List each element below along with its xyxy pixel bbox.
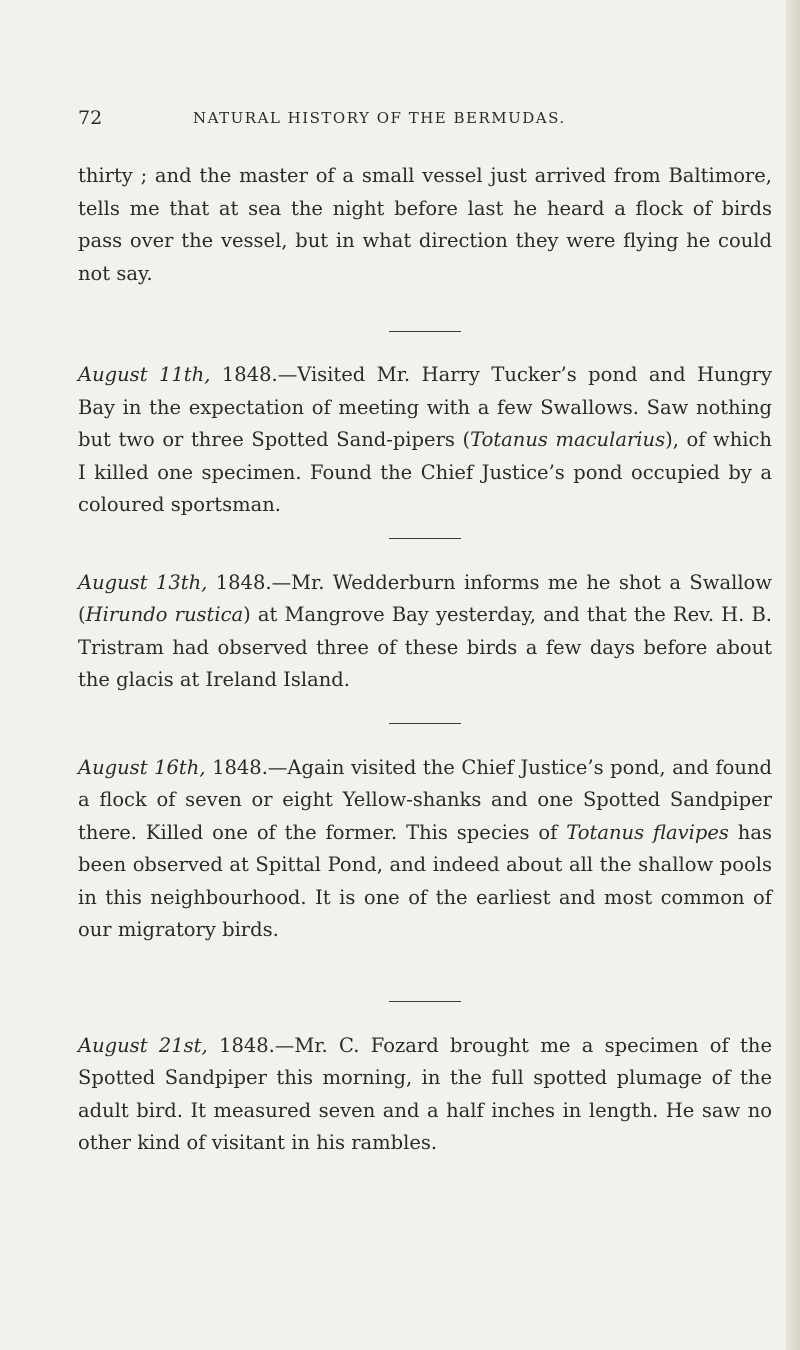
paragraph-text: thirty ; and the master of a small vessel just arrived from Baltimore, tells me that at sea the night before last he heard a flock of birds pass over the vessel, but in what direction they were flying he could not say.	[78, 164, 772, 285]
page-number: 72	[78, 107, 103, 129]
entry-text: 1848.—Visited Mr. Harry Tucker’s pond and Hungry Bay in the expectation of meeting with a few Swallows. Saw nothing but two or three Spotted Sand-pipers (	[78, 363, 772, 451]
entry-text: 1848.—Mr. C. Fozard brought me a specimen of the Spotted Sandpiper this morning, in the full spotted plumage of the adult bird. It measured seven and a half inches in length. He saw no other kind of visitant in his rambles.	[78, 1033, 772, 1154]
running-head	[78, 103, 778, 133]
entry-text: 1848.—Mr. Wedderburn informs me he shot a Swallow (	[78, 570, 772, 626]
running-title: NATURAL HISTORY OF THE BERMUDAS.	[193, 109, 566, 127]
entry-text: has been observed at Spittal Pond, and indeed about all the shallow pools in this neighbourhood. It is one of the earliest and most common of our migratory birds.	[78, 820, 772, 941]
section-divider	[389, 723, 461, 724]
text-block	[78, 160, 772, 1160]
section-divider	[389, 538, 461, 539]
entry-date: August 16th,	[78, 755, 206, 779]
page-edge	[786, 0, 800, 1350]
entry-date: August 11th,	[78, 363, 211, 386]
entry-date: August 21st,	[78, 1033, 208, 1057]
entry-august-11	[78, 359, 772, 522]
entry-text: ) at Mangrove Bay yesterday, and that the Rev. H. B. Tristram had observed three of these birds a few days before about the glacis at Ireland Island.	[78, 603, 773, 691]
section-divider	[389, 331, 461, 332]
section-divider	[389, 1001, 461, 1002]
entry-text: ), of which I killed one specimen. Found the Chief Justice’s pond occupied by a coloured sportsman.	[78, 428, 772, 516]
paragraph-continuation	[78, 160, 772, 290]
species-name: Totanus macularius	[470, 428, 666, 451]
entry-text: 1848.—Again visited the Chief Justice’s pond, and found a flock of seven or eight Yellow-shanks and one Spotted Sandpiper there. Killed one of the former. This species of	[78, 755, 772, 844]
entry-date: August 13th,	[78, 570, 208, 594]
species-name: Hirundo rustica	[85, 603, 244, 626]
entry-august-13	[78, 567, 772, 697]
entry-august-16	[78, 752, 772, 947]
species-name: Totanus flavipes	[566, 820, 729, 844]
entry-august-21	[78, 1030, 772, 1160]
